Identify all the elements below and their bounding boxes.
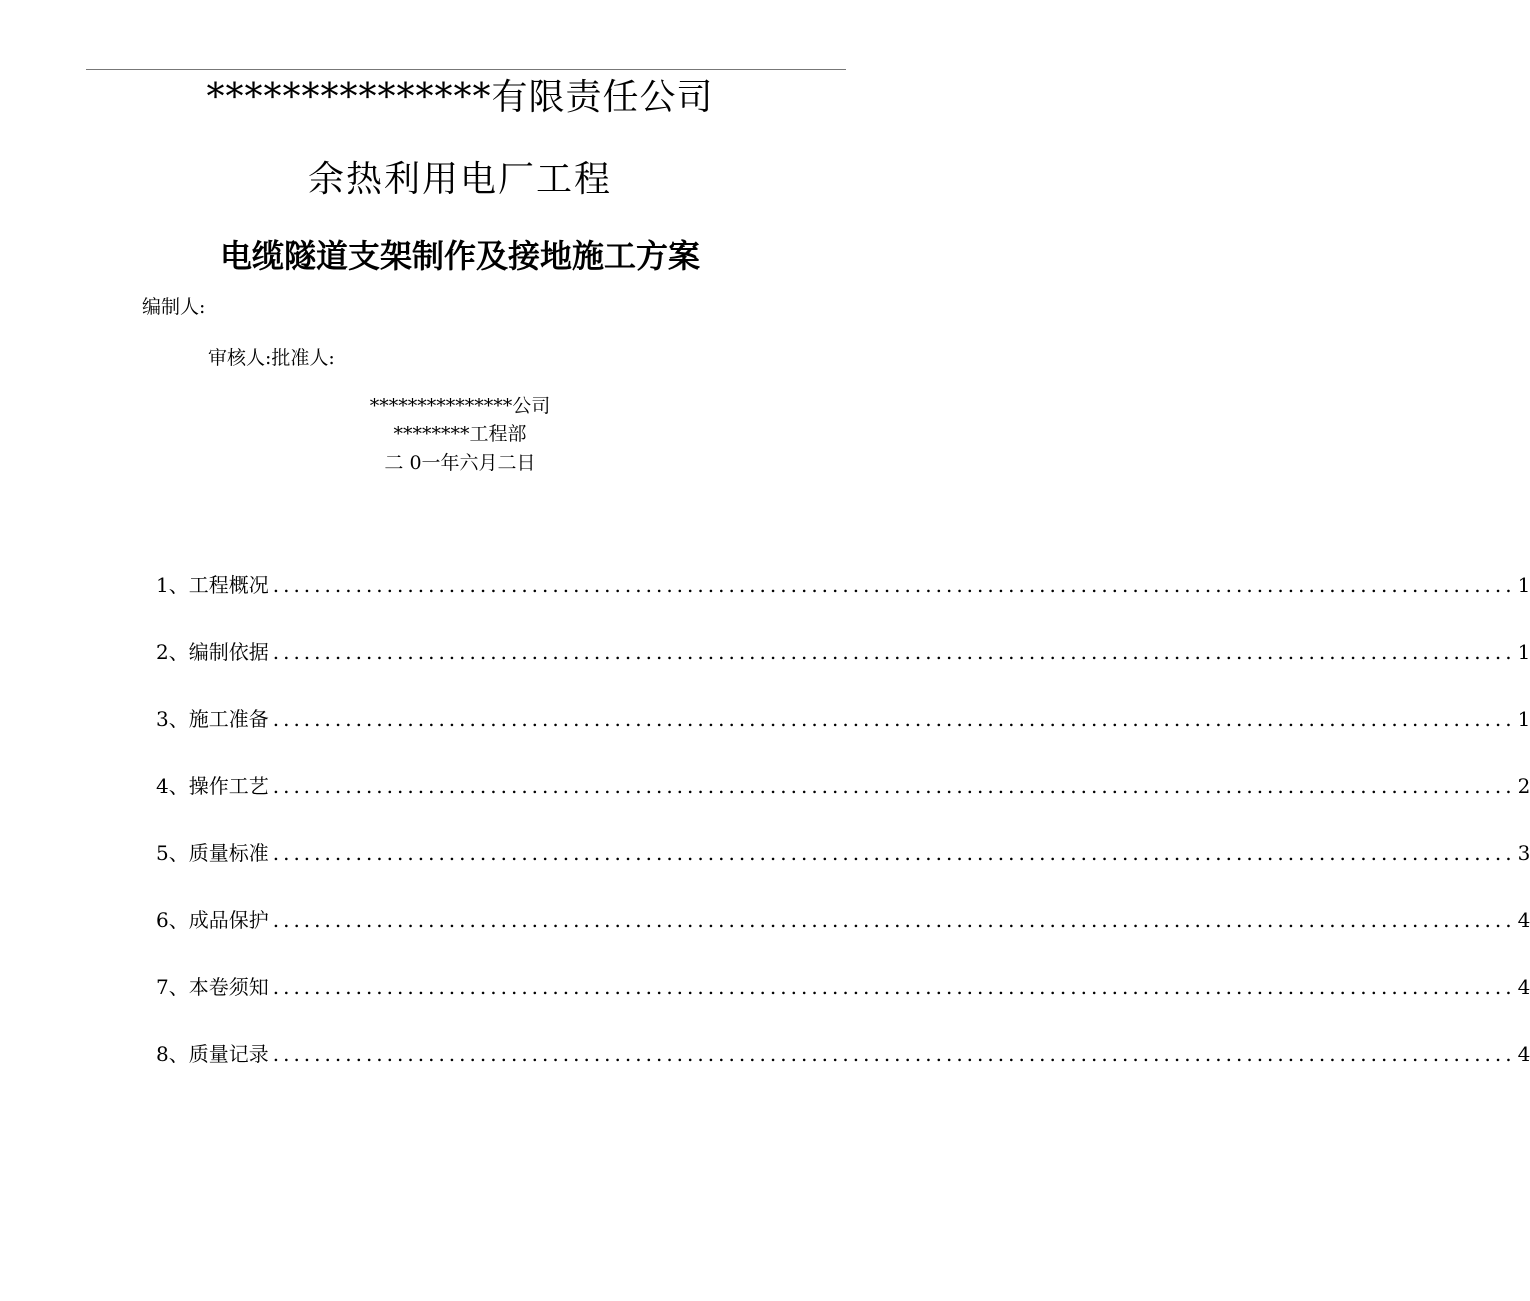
toc-page-number: 4 [1517, 975, 1530, 999]
company-title: ***************有限责任公司 [206, 77, 714, 118]
document-date: 二 0一年六月二日 [384, 452, 536, 474]
toc-item-label: 4、操作工艺 [156, 774, 269, 798]
document-title: 电缆隧道支架制作及接地施工方案 [219, 237, 700, 275]
toc-leader-dots: ........................................................................................................................ [272, 975, 1516, 999]
toc-item[interactable] [156, 905, 1530, 972]
compiler-label: 编制人: [142, 296, 206, 318]
toc-leader-dots: ........................................................................................................................ [272, 573, 1516, 597]
organization-department: ********工程部 [393, 423, 527, 445]
toc-item-label: 2、编制依据 [156, 640, 269, 664]
toc-page-number: 3 [1517, 841, 1530, 865]
table-of-contents [156, 570, 1530, 1106]
toc-item-label: 3、施工准备 [156, 707, 269, 731]
toc-leader-dots: ........................................................................................................................ [272, 841, 1516, 865]
toc-page-number: 1 [1517, 640, 1530, 664]
toc-page-number: 1 [1517, 573, 1530, 597]
toc-item-label: 7、本卷须知 [156, 975, 269, 999]
toc-item[interactable] [156, 771, 1530, 838]
toc-page-number: 4 [1517, 1042, 1530, 1066]
reviewer-approver-label: 审核人:批准人: [208, 347, 335, 369]
organization-company: ***************公司 [369, 395, 551, 417]
header-rule [86, 69, 846, 70]
toc-leader-dots: ........................................................................................................................ [272, 908, 1516, 932]
toc-item[interactable] [156, 637, 1530, 704]
toc-item-label: 8、质量记录 [156, 1042, 269, 1066]
toc-item-label: 5、质量标准 [156, 841, 269, 865]
toc-page-number: 1 [1517, 707, 1530, 731]
toc-leader-dots: ........................................................................................................................ [272, 774, 1516, 798]
toc-leader-dots: ........................................................................................................................ [272, 640, 1516, 664]
toc-item[interactable] [156, 1039, 1530, 1106]
toc-item[interactable] [156, 972, 1530, 1039]
toc-page-number: 4 [1517, 908, 1530, 932]
toc-item[interactable] [156, 838, 1530, 905]
toc-page-number: 2 [1517, 774, 1530, 798]
toc-item-label: 6、成品保护 [156, 908, 269, 932]
toc-leader-dots: ........................................................................................................................ [272, 707, 1516, 731]
toc-item[interactable] [156, 570, 1530, 637]
toc-item-label: 1、工程概况 [156, 573, 269, 597]
toc-leader-dots: ........................................................................................................................ [272, 1042, 1516, 1066]
project-title: 余热利用电厂工程 [307, 159, 612, 200]
toc-item[interactable] [156, 704, 1530, 771]
